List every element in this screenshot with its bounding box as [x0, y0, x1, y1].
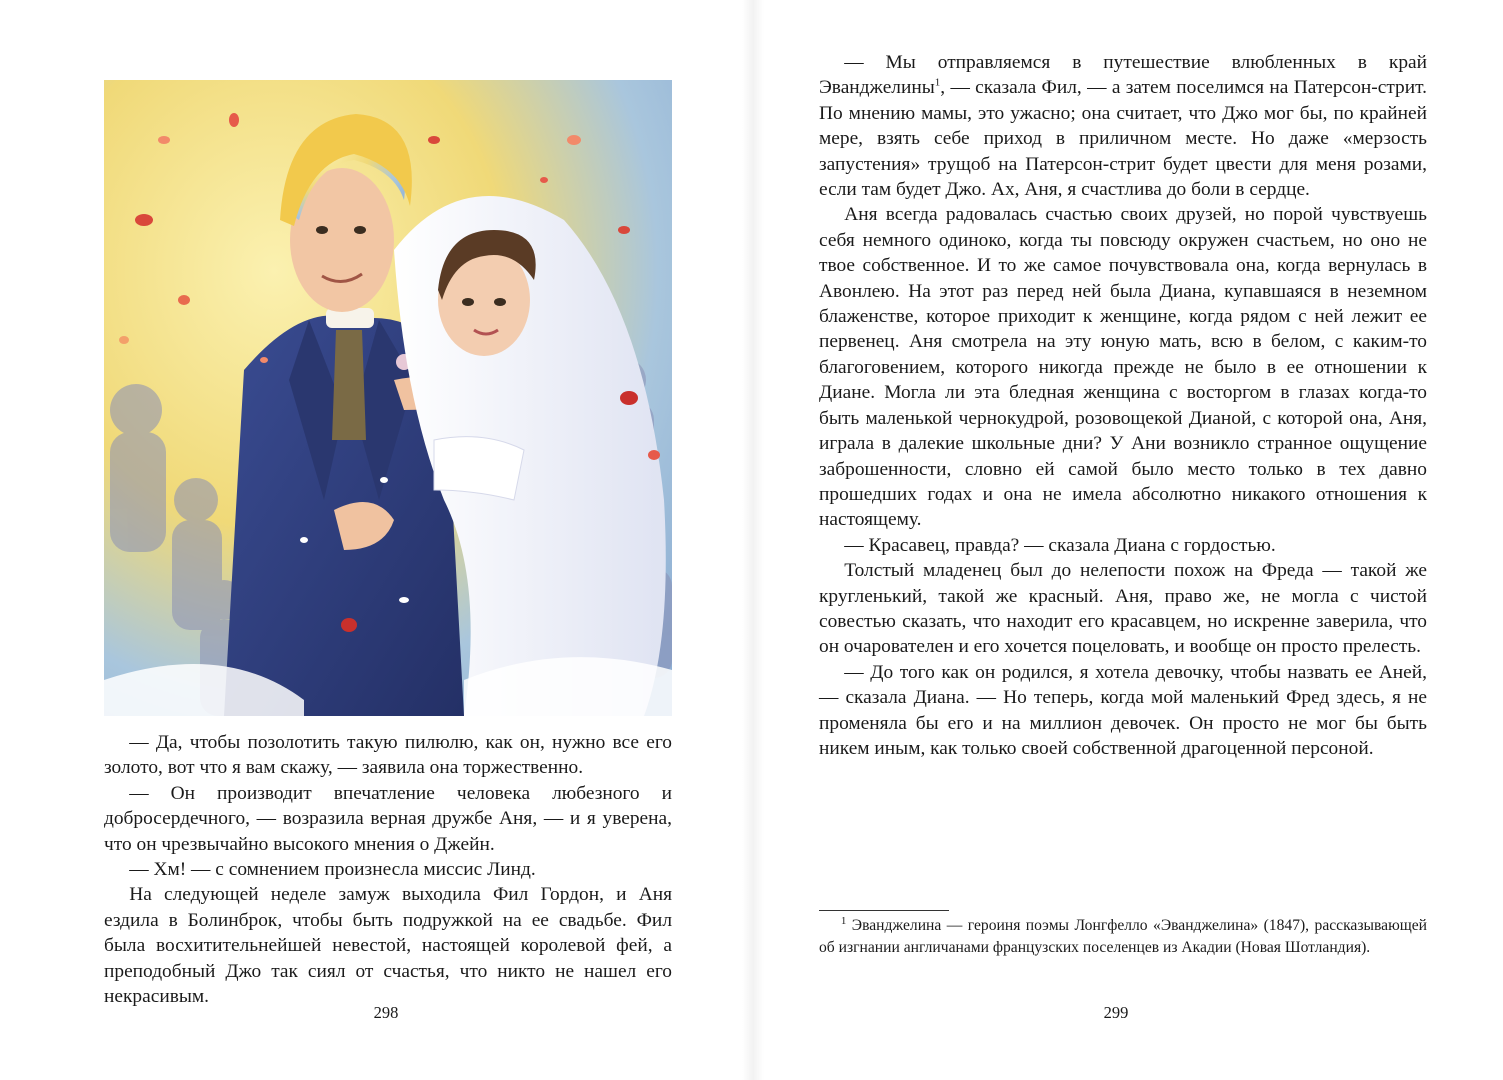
right-page [752, 0, 1503, 1080]
paragraph-text: — Мы отправляемся в путешествие влюбленных в край Эванджелины [819, 52, 1427, 99]
page-number: 299 [1103, 1003, 1129, 1022]
illustration-art [104, 80, 672, 716]
paragraph: Аня всегда радовалась счастью своих друзей, но порой чувствуешь себя немного одиноко, когда ты повсюду окружен счастьем, но оно не твое собственное. И то же самое почувствовала она, когда вернулась в Авонлею. На этот раз перед ней была Диана, купавшаяся в неземном блаженстве, которое приходит к женщине, когда рядом с ней лежит ее первенец. Аня смотрела на эту юную мать, всю в белом, с каким-то благоговением, которого никогда прежде не было в ее отношении к Диане. Могла ли эта бледная женщина с восторгом в глазах когда-то быть маленькой чернокудрой, розовощекой Дианой, с которой она, Аня, играла в далекие школьные дни? У Ани возникло странное ощущение заброшенности, словно ей самой было место только в тех давно прошедших годах и она не имела абсолютно никакого отношения к настоящему. [819, 204, 1427, 531]
footnote [819, 915, 1427, 959]
paragraph: — Он производит впечатление человека любезного и добросердечного, — возразила верная дружбе Аня, — и я уверена, что он чрезвычайно высокого мнения о Джейн. [104, 782, 672, 855]
footnote-text: Эванджелина — героиня поэмы Лонгфелло «Эванджелина» (1847), рассказывающей об изгнании англичанами французских поселенцев из Акадии (Новая Шотландия). [819, 917, 1427, 956]
footnote-paragraph [819, 915, 1427, 959]
paragraph: — Да, чтобы позолотить такую пилюлю, как он, нужно все его золото, вот что я вам скажу, — заявила она торжественно. [104, 732, 672, 779]
bride-lace-sleeve [434, 437, 524, 500]
paragraph: На следующей неделе замуж выходила Фил Гордон, и Аня ездила в Болинброк, чтобы быть подружкой на ее свадьбе. Фил была восхитительнейшей невестой, настоящей королевой фей, а преподобный Джо так сиял от счастья, что никто не нашел его некрасивым. [104, 884, 672, 1008]
footnote-divider [819, 910, 949, 911]
right-page-text [819, 50, 1427, 761]
groom-vest [332, 330, 366, 440]
paragraph [819, 50, 1427, 202]
paragraph-text: , — сказала Фил, — а затем поселимся на Патерсон-стрит. По мнению мамы, это ужасно; она считает, что Джо мог бы, по крайней мере, взять себе приход в приличном месте. Но даже «мерзость запустения» трущоб на Патерсон-стрит будет цвести для меня розами, если там будет Джо. Ах, Аня, я счастлива до боли в сердце. [819, 77, 1427, 201]
page-number: 298 [373, 1003, 399, 1022]
footnote-number: 1 [840, 914, 847, 927]
paragraph: Толстый младенец был до нелепости похож на Фреда — такой же кругленький, такой же красный. Аня, право же, не могла с чистой совестью сказать, что находит его красавцем, но искренне заверила, что он очарователен и его хочется поцеловать, и вообще он просто прелесть. [819, 560, 1427, 658]
paragraph: — Хм! — с сомнением произнесла миссис Линд. [129, 859, 536, 881]
wedding-illustration [104, 80, 672, 716]
paragraph: — Красавец, правда? — сказала Диана с гордостью. [844, 534, 1276, 556]
paragraph: — До того как он родился, я хотела девочку, чтобы назвать ее Аней, — сказала Диана. — Но теперь, когда мой маленький Фред здесь, я не променяла бы его и на миллион девочек. Он просто не мог бы быть никем иным, как только своей собственной драгоценной персоной. [819, 661, 1427, 759]
left-page-text [104, 730, 672, 1009]
footnote-marker[interactable]: 1 [934, 76, 941, 89]
